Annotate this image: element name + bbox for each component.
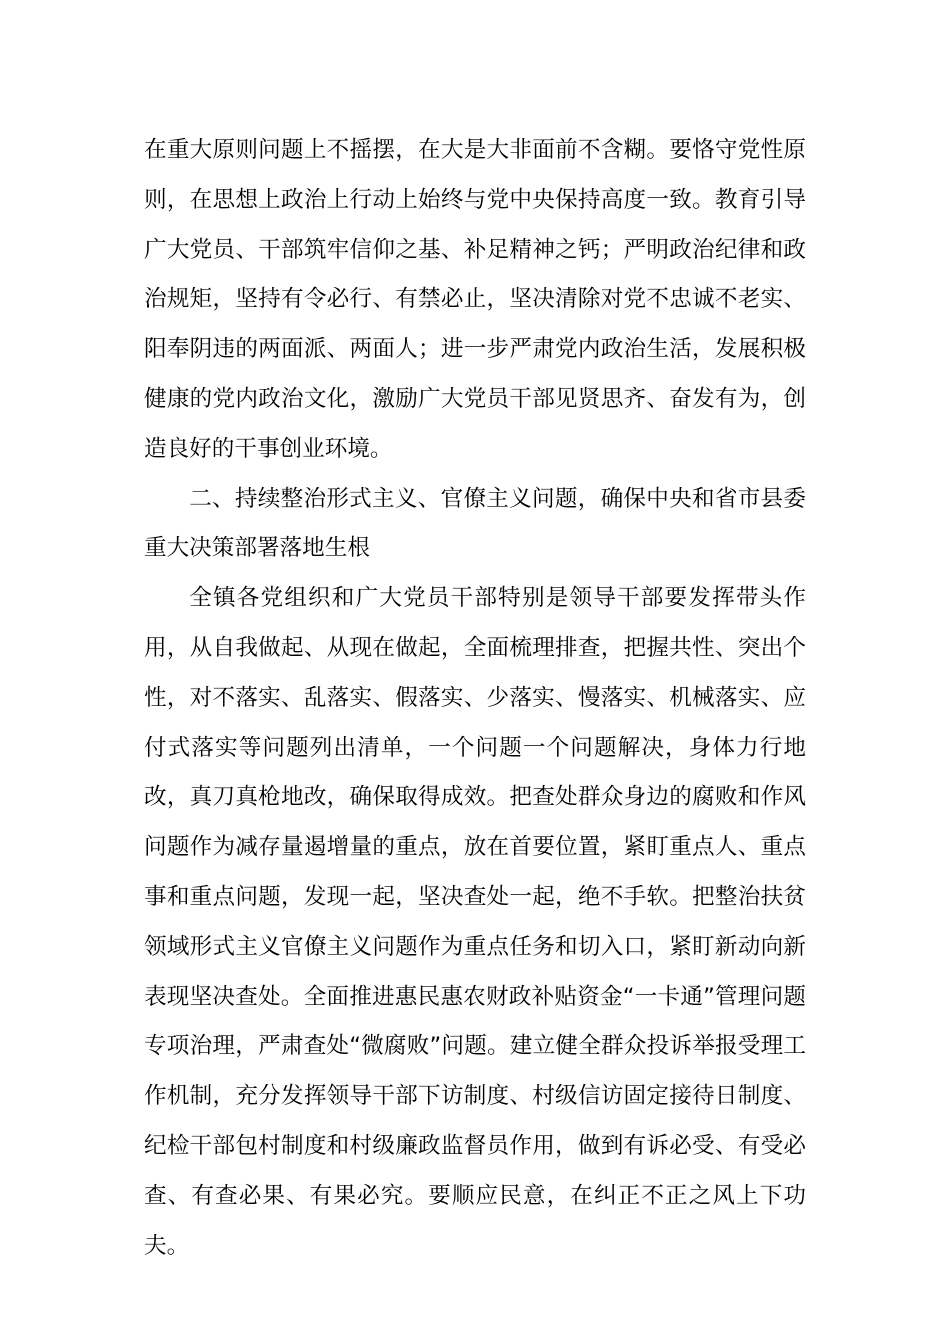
paragraph-continuation: 在重大原则问题上不摇摆，在大是大非面前不含糊。要恪守党性原则，在思想上政治上行动上始终与党中央保持高度一致。教育引导广大党员、干部筑牢信仰之基、补足精神之钙；严明政治纪律和政治规矩，坚持有令必行、有禁必止，坚决清除对党不忠诚不老实、阳奉阴违的两面派、两面人；进一步严肃党内政治生活，发展积极健康的党内政治文化，激励广大党员干部见贤思齐、奋发有为，创造良好的干事创业环境。 xyxy=(144,137,806,462)
document-body xyxy=(144,126,806,1271)
section-heading: 二、持续整治形式主义、官僚主义问题，确保中央和省市县委重大决策部署落地生根 xyxy=(144,485,806,562)
paragraph-body: 全镇各党组织和广大党员干部特别是领导干部要发挥带头作用，从自我做起、从现在做起，全面梳理排查，把握共性、突出个性，对不落实、乱落实、假落实、少落实、慢落实、机械落实、应付式落实等问题列出清单，一个问题一个问题解决，身体力行地改，真刀真枪地改，确保取得成效。把查处群众身边的腐败和作风问题作为减存量遏增量的重点，放在首要位置，紧盯重点人、重点事和重点问题，发现一起，坚决查处一起，绝不手软。把整治扶贫领域形式主义官僚主义问题作为重点任务和切入口，紧盯新动向新表现坚决查处。全面推进惠民惠农财政补贴资金“一卡通”管理问题专项治理，严肃查处“微腐败”问题。建立健全群众投诉举报受理工作机制，充分发挥领导干部下访制度、村级信访固定接待日制度、纪检干部包村制度和村级廉政监督员作用，做到有诉必受、有受必查、有查必果、有果必究。要顺应民意，在纠正不正之风上下功夫。 xyxy=(144,585,806,1259)
